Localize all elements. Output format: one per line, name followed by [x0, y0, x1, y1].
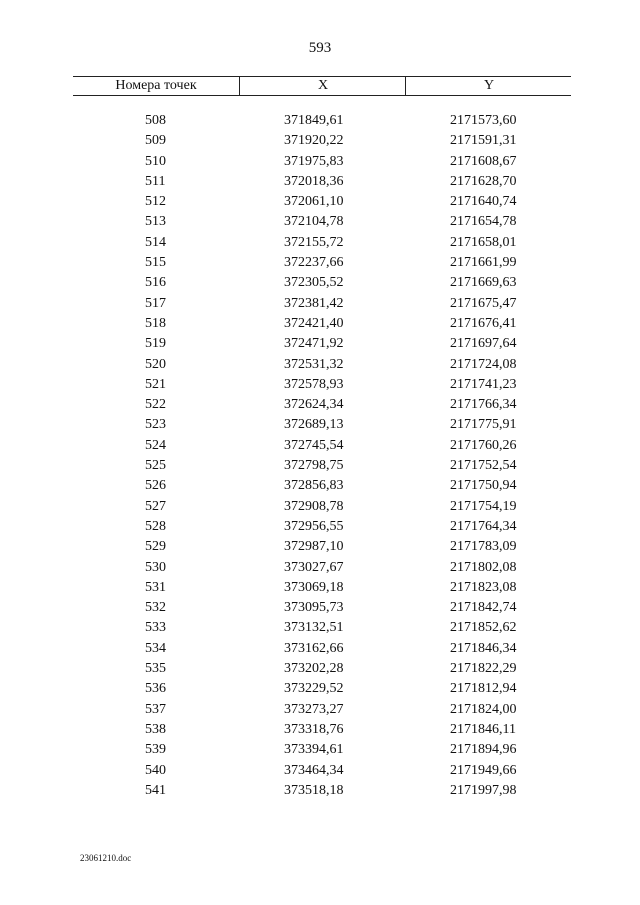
point-number-cell: 537 [145, 701, 166, 717]
point-number-cell: 508 [145, 113, 166, 128]
point-number-cell: 525 [145, 458, 166, 474]
x-coordinate-cell: 373162,66 [284, 640, 344, 656]
table-row [73, 152, 571, 172]
point-number-cell: 529 [145, 539, 166, 555]
table-row [73, 172, 571, 192]
table-row [73, 131, 571, 151]
y-coordinate-cell: 2171661,99 [450, 255, 517, 271]
point-number-cell: 510 [145, 153, 166, 169]
x-coordinate-cell: 372956,55 [284, 518, 344, 534]
point-number-cell: 527 [145, 498, 166, 514]
x-coordinate-cell: 372471,92 [284, 336, 344, 352]
table-header [73, 76, 571, 96]
x-coordinate-cell: 372531,32 [284, 356, 344, 372]
point-number-cell: 522 [145, 397, 166, 413]
y-coordinate-cell: 2171760,26 [450, 437, 517, 453]
column-header-point-numbers: Номера точек [115, 78, 197, 93]
y-coordinate-cell: 2171846,11 [450, 721, 516, 737]
y-coordinate-cell: 2171741,23 [450, 376, 517, 392]
y-coordinate-cell: 2171824,00 [450, 701, 517, 717]
table-row [73, 720, 571, 740]
table-row [73, 639, 571, 659]
column-header-x: X [239, 77, 406, 95]
x-coordinate-cell: 371920,22 [284, 133, 344, 149]
point-number-cell: 540 [145, 762, 166, 778]
point-number-cell: 516 [145, 275, 166, 291]
y-coordinate-cell: 2171823,08 [450, 579, 517, 595]
y-coordinate-cell: 2171775,91 [450, 417, 517, 433]
y-coordinate-cell: 2171669,63 [450, 275, 517, 291]
x-coordinate-cell: 373229,52 [284, 681, 344, 697]
table-row [73, 456, 571, 476]
table-row [73, 497, 571, 517]
x-coordinate-cell: 372798,75 [284, 458, 344, 474]
table-row [73, 415, 571, 435]
y-coordinate-cell: 2171949,66 [450, 762, 517, 778]
y-coordinate-cell: 2171573,60 [450, 113, 517, 128]
y-coordinate-cell: 2171754,19 [450, 498, 517, 514]
table-row [73, 618, 571, 638]
point-number-cell: 539 [145, 742, 166, 758]
x-coordinate-cell: 373394,61 [284, 742, 344, 758]
table-row [73, 334, 571, 354]
y-coordinate-cell: 2171802,08 [450, 559, 517, 575]
y-coordinate-cell: 2171591,31 [450, 133, 517, 149]
table-row [73, 355, 571, 375]
y-coordinate-cell: 2171675,47 [450, 295, 517, 311]
y-coordinate-cell: 2171697,64 [450, 336, 517, 352]
y-coordinate-cell: 2171752,54 [450, 458, 517, 474]
table-row [73, 537, 571, 557]
x-coordinate-cell: 372689,13 [284, 417, 344, 433]
y-coordinate-cell: 2171628,70 [450, 173, 517, 189]
x-coordinate-cell: 372745,54 [284, 437, 344, 453]
table-row [73, 761, 571, 781]
y-coordinate-cell: 2171822,29 [450, 661, 517, 677]
y-coordinate-cell: 2171812,94 [450, 681, 517, 697]
table-row [73, 679, 571, 699]
table-row [73, 253, 571, 273]
table-row [73, 395, 571, 415]
y-coordinate-cell: 2171750,94 [450, 478, 517, 494]
y-coordinate-cell: 2171640,74 [450, 194, 517, 210]
x-coordinate-cell: 372578,93 [284, 376, 344, 392]
x-coordinate-cell: 372421,40 [284, 315, 344, 331]
table-row [73, 517, 571, 537]
y-coordinate-cell: 2171658,01 [450, 234, 517, 250]
point-number-cell: 513 [145, 214, 166, 230]
point-number-cell: 526 [145, 478, 166, 494]
point-number-cell: 538 [145, 721, 166, 737]
x-coordinate-cell: 372624,34 [284, 397, 344, 413]
table-row [73, 700, 571, 720]
table-row [73, 578, 571, 598]
table-row [73, 476, 571, 496]
point-number-cell: 531 [145, 579, 166, 595]
table-row [73, 111, 571, 131]
y-coordinate-cell: 2171764,34 [450, 518, 517, 534]
x-coordinate-cell: 372018,36 [284, 173, 344, 189]
point-number-cell: 530 [145, 559, 166, 575]
document-filename: 23061210.doc [80, 853, 132, 863]
y-coordinate-cell: 2171846,34 [450, 640, 517, 656]
x-coordinate-cell: 373273,27 [284, 701, 344, 717]
y-coordinate-cell: 2171608,67 [450, 153, 517, 169]
table-row [73, 781, 571, 801]
y-coordinate-cell: 2171852,62 [450, 620, 517, 636]
x-coordinate-cell: 372381,42 [284, 295, 344, 311]
point-number-cell: 536 [145, 681, 166, 697]
table-row [73, 740, 571, 760]
table-row [73, 212, 571, 232]
x-coordinate-cell: 371849,61 [284, 113, 344, 128]
x-coordinate-cell: 372155,72 [284, 234, 344, 250]
x-coordinate-cell: 373318,76 [284, 721, 344, 737]
point-number-cell: 511 [145, 173, 166, 189]
y-coordinate-cell: 2171724,08 [450, 356, 517, 372]
x-coordinate-cell: 372061,10 [284, 194, 344, 210]
x-coordinate-cell: 373095,73 [284, 600, 344, 616]
point-number-cell: 520 [145, 356, 166, 372]
x-coordinate-cell: 373518,18 [284, 782, 344, 798]
x-coordinate-cell: 373464,34 [284, 762, 344, 778]
table-row [73, 558, 571, 578]
point-number-cell: 521 [145, 376, 166, 392]
point-number-cell: 534 [145, 640, 166, 656]
x-coordinate-cell: 373202,28 [284, 661, 344, 677]
point-number-cell: 509 [145, 133, 166, 149]
table-row [73, 233, 571, 253]
point-number-cell: 517 [145, 295, 166, 311]
x-coordinate-cell: 372908,78 [284, 498, 344, 514]
point-number-cell: 535 [145, 661, 166, 677]
y-coordinate-cell: 2171894,96 [450, 742, 517, 758]
table-row [73, 314, 571, 334]
x-coordinate-cell: 372987,10 [284, 539, 344, 555]
point-number-cell: 515 [145, 255, 166, 271]
table-row [73, 659, 571, 679]
table-row [73, 294, 571, 314]
point-number-cell: 523 [145, 417, 166, 433]
table-row [73, 436, 571, 456]
point-number-cell: 533 [145, 620, 166, 636]
table-row [73, 273, 571, 293]
table-row [73, 375, 571, 395]
point-number-cell: 528 [145, 518, 166, 534]
y-coordinate-cell: 2171783,09 [450, 539, 517, 555]
point-number-cell: 518 [145, 315, 166, 331]
y-coordinate-cell: 2171997,98 [450, 782, 517, 798]
point-number-cell: 519 [145, 336, 166, 352]
y-coordinate-cell: 2171654,78 [450, 214, 517, 230]
table-row [73, 598, 571, 618]
point-number-cell: 524 [145, 437, 166, 453]
y-coordinate-cell: 2171842,74 [450, 600, 517, 616]
table-row [73, 192, 571, 212]
x-coordinate-cell: 372104,78 [284, 214, 344, 230]
x-coordinate-cell: 373069,18 [284, 579, 344, 595]
point-number-cell: 512 [145, 194, 166, 210]
coordinates-table-body [73, 111, 571, 801]
column-header-y: Y [405, 77, 572, 95]
x-coordinate-cell: 373027,67 [284, 559, 344, 575]
point-number-cell: 514 [145, 234, 166, 250]
y-coordinate-cell: 2171676,41 [450, 315, 517, 331]
point-number-cell: 541 [145, 782, 166, 798]
x-coordinate-cell: 372237,66 [284, 255, 344, 271]
x-coordinate-cell: 372856,83 [284, 478, 344, 494]
x-coordinate-cell: 373132,51 [284, 620, 344, 636]
page-number: 593 [308, 40, 332, 56]
x-coordinate-cell: 371975,83 [284, 153, 344, 169]
point-number-cell: 532 [145, 600, 166, 616]
y-coordinate-cell: 2171766,34 [450, 397, 517, 413]
x-coordinate-cell: 372305,52 [284, 275, 344, 291]
